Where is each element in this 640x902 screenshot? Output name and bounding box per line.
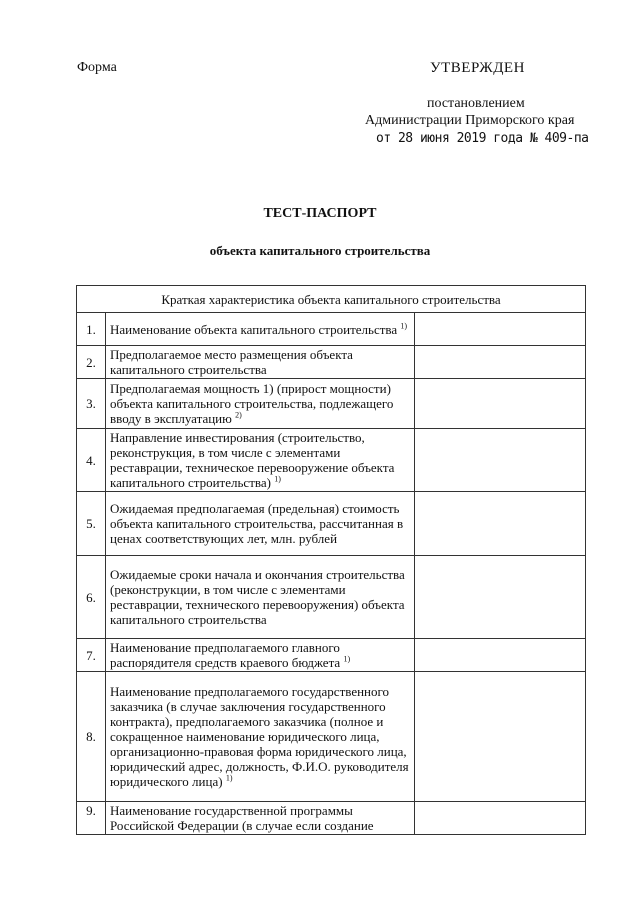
row-value-cell[interactable] [415, 346, 586, 379]
page-subtitle: объекта капитального строительства [209, 243, 431, 258]
table-row [77, 492, 586, 556]
table-row [77, 639, 586, 672]
row-value-cell[interactable] [415, 639, 586, 672]
footnote-mark: 1) [274, 474, 281, 484]
row-description [106, 556, 415, 639]
row-value-cell[interactable] [415, 379, 586, 429]
footnote-mark: 2) [235, 410, 242, 420]
decree-line-3: от 28 июня 2019 года № 409-па [376, 131, 589, 146]
row-value-cell[interactable] [415, 802, 586, 835]
footnote-mark: 1) [343, 654, 351, 664]
row-number: 7. [77, 639, 106, 672]
footnote-mark: 1) [400, 321, 408, 331]
row-number: 3. [77, 379, 106, 429]
row-text: Предполагаемое место размещения объекта капитального строительства [110, 347, 353, 377]
passport-table [76, 285, 586, 835]
table-caption-row [77, 286, 586, 313]
row-text: Ожидаемая предполагаемая (предельная) стоимость объекта капитального строительства, рассчитанная в ценах соответствующих лет, млн. рублей [110, 501, 404, 546]
table-row [77, 672, 586, 802]
row-text: Ожидаемые сроки начала и окончания строительства (реконструкции, в том числе с элементами реставрации, технического перевооружения) объекта капитального строительства [110, 567, 405, 627]
approved-stamp: УТВЕРЖДЕН [430, 60, 525, 76]
table-row [77, 379, 586, 429]
row-text: Наименование предполагаемого государственного заказчика (в случае заключения государственного контракта), предполагаемого заказчика (полное и сокращенное наименование юридического лица, организационно-правовая форма юридического лица, юридический адрес, должность, Ф.И.О. руководителя юридического лица) [110, 684, 409, 789]
footnote-mark: 1) [225, 773, 233, 783]
row-value-cell[interactable] [415, 556, 586, 639]
row-text: Предполагаемая мощность 1) (прирост мощности) объекта капитального строительства, подлежащего вводу в эксплуатацию [110, 381, 394, 426]
row-description [106, 492, 415, 556]
table-row [77, 429, 586, 492]
row-number: 5. [77, 492, 106, 556]
decree-line-2: Администрации Приморского края [365, 113, 575, 128]
row-value-cell[interactable] [415, 429, 586, 492]
row-text: Наименование государственной программы Российской Федерации (в случае если создание [110, 803, 374, 833]
row-description [106, 672, 415, 802]
form-label: Форма [77, 60, 117, 75]
row-number: 8. [77, 672, 106, 802]
row-number: 2. [77, 346, 106, 379]
table-caption: Краткая характеристика объекта капитального строительства [77, 286, 586, 313]
row-description [106, 379, 415, 429]
row-text: Направление инвестирования (строительство, реконструкция, в том числе с элементами реставрации, техническое перевооружение объекта капитального строительства) [110, 430, 395, 490]
table-row [77, 346, 586, 379]
row-description [106, 313, 415, 346]
page-title: ТЕСТ-ПАСПОРТ [263, 206, 377, 221]
table-row [77, 802, 586, 835]
row-text: Наименование предполагаемого главного распорядителя средств краевого бюджета [110, 640, 341, 670]
row-number: 6. [77, 556, 106, 639]
row-value-cell[interactable] [415, 492, 586, 556]
row-text: Наименование объекта капитального строительства [110, 321, 398, 337]
decree-line-1: постановлением [427, 96, 525, 111]
row-description [106, 429, 415, 492]
row-description [106, 802, 415, 835]
row-description [106, 639, 415, 672]
row-description [106, 346, 415, 379]
table-row [77, 313, 586, 346]
table-row [77, 556, 586, 639]
row-value-cell[interactable] [415, 313, 586, 346]
row-number: 4. [77, 429, 106, 492]
row-value-cell[interactable] [415, 672, 586, 802]
row-number: 1. [77, 313, 106, 346]
row-number: 9. [77, 802, 106, 835]
